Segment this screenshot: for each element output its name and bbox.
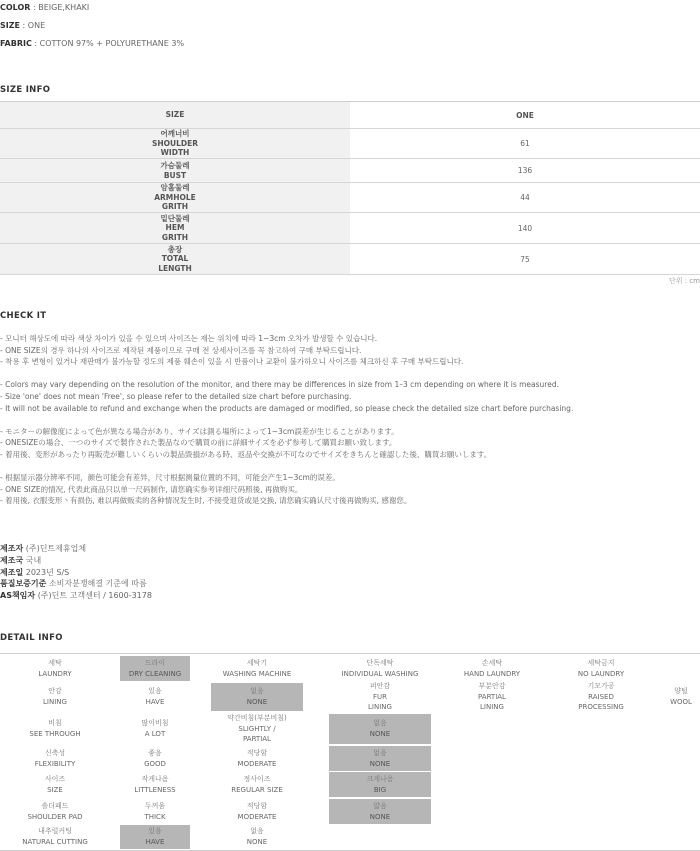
detail-ko: 없음 <box>250 687 264 696</box>
spec-color: COLOR : BEIGE,KHAKI <box>0 3 90 12</box>
note-line: - 着用後、変形があったり再販売が難しいくらいの製品毀損がある時、返品や交換が不可なのでサイズをきちんと確認した後、購買お願いします。 <box>0 449 492 459</box>
detail-en: SHOULDER PAD <box>27 812 83 821</box>
size-row-label <box>0 129 350 158</box>
label-en2: WIDTH <box>160 148 190 158</box>
label-ko: 어깨너비 <box>160 129 190 139</box>
detail-ko: 적당함 <box>246 748 268 757</box>
detail-ko: 세탁기 <box>246 658 268 667</box>
detail-ko: 드라이 <box>144 658 166 667</box>
note-line: - ONE SIZE의 경우 하나의 사이즈로 제작된 제품이므로 구매 전 상세사이즈를 꼭 참고하여 구매 부탁드립니다. <box>0 345 362 355</box>
detail-en: THICK <box>144 812 166 821</box>
detail-ko: 신축성 <box>44 748 66 757</box>
detail-en2: LINING <box>368 703 392 712</box>
size-row-label <box>0 244 350 274</box>
detail-cell <box>211 714 303 744</box>
maker-row <box>0 543 152 555</box>
detail-en: GOOD <box>144 759 166 768</box>
detail-en: FLEXIBILITY <box>34 759 76 768</box>
detail-ko: 내추럴커팅 <box>38 827 72 836</box>
spec-value: BEIGE,KHAKI <box>38 3 90 12</box>
detail-ko: 두꺼움 <box>144 801 166 810</box>
detail-cell <box>211 683 303 711</box>
label-ko: 총장 <box>167 244 183 254</box>
detail-cell <box>329 714 431 744</box>
detail-ko: 있음 <box>148 687 162 696</box>
spec-value: ONE <box>27 21 46 30</box>
detail-en: FUR <box>372 692 387 701</box>
detail-ko: 적당함 <box>246 801 268 810</box>
size-row <box>0 183 700 213</box>
detail-en: HAVE <box>145 838 165 846</box>
detail-en: MODERATE <box>237 759 277 768</box>
spec-size: SIZE : ONE <box>0 21 46 30</box>
detail-cell <box>563 683 639 711</box>
check-it-heading: CHECK IT <box>0 311 47 321</box>
maker-value: 국내 <box>25 555 42 565</box>
size-row-label <box>0 183 350 212</box>
label-ko: 밑단둘레 <box>160 213 190 223</box>
detail-cell <box>120 714 190 744</box>
detail-en: SEE THROUGH <box>29 730 81 738</box>
note-line: - モニターの解像度によって色が異なる場合があり、サイズは測る場所によって1~3cm誤差が生じることがあります。 <box>0 426 399 436</box>
note-line: - ONE SIZE的情况, 代表此商品只以单一尺码制作, 请您确实参考详细尺码照後, 再做购买。 <box>0 484 303 494</box>
note-line: - 착용 후 변형이 있거나 재판매가 불가능할 정도의 제품 훼손이 있을 시 반품이나 교환이 불가하오니 사이즈를 체크하신 후 구매 부탁드립니다. <box>0 357 464 367</box>
detail-en: LINING <box>43 698 67 706</box>
size-row-value: 75 <box>520 254 530 264</box>
detail-cell <box>120 656 190 681</box>
detail-en: LAUNDRY <box>38 669 72 678</box>
size-row-value: 136 <box>517 166 533 175</box>
detail-en: HAND LAUNDRY <box>463 669 521 678</box>
maker-info <box>0 543 152 602</box>
label-ko: 가슴둘레 <box>160 161 190 170</box>
size-row-value: 44 <box>520 193 530 202</box>
label-en: HEM <box>165 223 185 233</box>
maker-row <box>0 578 152 590</box>
maker-value: (주)딘트제휴업체 <box>25 544 87 553</box>
note-line: - It will not be available to refund and exchange when the products are damaged or modified, so please check the detailed size chart before purchasing. <box>0 403 574 413</box>
detail-ko: 세탁 <box>48 658 62 667</box>
detail-cell <box>447 683 537 711</box>
size-table <box>0 101 700 275</box>
label-ko: 암홀둘레 <box>160 183 190 193</box>
detail-ko: 세탁금지 <box>587 658 615 667</box>
size-info-heading: SIZE INFO <box>0 85 51 95</box>
detail-ko: 비침 <box>48 719 62 728</box>
detail-en: LITTLENESS <box>134 785 176 794</box>
size-header-value: ONE <box>516 110 534 120</box>
note-line: - 모니터 해상도에 따라 색상 차이가 있을 수 있으며 사이즈는 재는 위치에 따라 1~3cm 오차가 발생할 수 있습니다. <box>0 334 378 343</box>
detail-cell <box>0 799 110 824</box>
detail-en: RAISED <box>588 692 614 701</box>
detail-ko: 많이비침 <box>141 719 169 728</box>
size-row <box>0 213 700 244</box>
spec-fabric: FABRIC : COTTON 97% + POLYURETHANE 3% <box>0 39 185 48</box>
detail-cell <box>329 772 431 797</box>
detail-en: MODERATE <box>237 812 277 821</box>
detail-en: WASHING MACHINE <box>222 669 292 678</box>
maker-label: 제조일 <box>0 567 24 577</box>
detail-cell <box>211 772 303 797</box>
size-row-label <box>0 213 350 243</box>
detail-cell <box>211 825 303 849</box>
detail-ko: 약간비침(부분비침) <box>227 713 287 722</box>
detail-ko: 퍼안감 <box>369 681 391 690</box>
size-row <box>0 244 700 275</box>
detail-en: HAVE <box>145 698 165 706</box>
detail-cell <box>0 656 110 681</box>
size-row <box>0 159 700 183</box>
note-line: - 着用後, 衣服变形丶有损伤, 难以再做贩卖的各种情况发生时, 不接受退货或是交换, 请您确实确认尺寸後再做购买, 感谢您。 <box>0 496 412 506</box>
detail-en: A LOT <box>144 730 166 738</box>
detail-en: NATURAL CUTTING <box>22 838 88 846</box>
note-line: - ONESIZEの場合、一つのサイズで製作された製品なので購買の前に詳細サイズを必ず参考して購買お願い致します。 <box>0 438 397 448</box>
detail-ko: 사이즈 <box>44 774 66 783</box>
maker-row <box>0 590 152 602</box>
detail-cell <box>0 825 110 849</box>
detail-en2: PARTIAL <box>243 735 271 744</box>
detail-cell <box>329 683 431 711</box>
detail-ko: 얇음 <box>373 801 387 810</box>
detail-en: WOOL <box>670 698 692 706</box>
label-en2: LENGTH <box>158 263 192 273</box>
note-line: - Colors may vary depending on the resolution of the monitor, and there may be differences in size from 1–3 cm depending on where it is measured. <box>0 380 559 390</box>
detail-ko: 양털 <box>674 687 688 696</box>
maker-value: (주)딘트 고객센터 / 1600-3178 <box>37 591 152 601</box>
detail-ko: 단독세탁 <box>366 658 394 667</box>
size-row-value: 140 <box>517 223 533 233</box>
detail-ko: 안감 <box>48 687 62 696</box>
detail-cell <box>120 799 190 824</box>
detail-en2: LINING <box>480 703 504 712</box>
note-line: - Size 'one' does not mean 'Free', so please refer to the detailed size chart before purchasing. <box>0 391 352 401</box>
detail-cell <box>211 799 303 824</box>
detail-ko: 없음 <box>250 827 264 836</box>
detail-en: NONE <box>369 759 391 768</box>
detail-ko: 좋음 <box>148 748 162 757</box>
detail-en: NO LAUNDRY <box>577 669 625 678</box>
maker-row <box>0 555 152 567</box>
detail-ko: 작게나옴 <box>141 774 169 783</box>
detail-ko: 손세탁 <box>481 658 503 667</box>
detail-en: NONE <box>369 730 391 738</box>
detail-cell <box>120 746 190 771</box>
detail-cell <box>447 656 537 681</box>
label-en: TOTAL <box>161 254 189 264</box>
size-header-label: SIZE <box>0 102 350 128</box>
detail-ko: 크게나옴 <box>366 774 394 783</box>
note-line: - 根据显示器分辨率不同，颜色可能会有差异，尺寸根据测量位置的不同，可能会产生1~3cm的误差。 <box>0 473 340 483</box>
detail-grid <box>0 653 700 851</box>
detail-en: NONE <box>369 812 391 821</box>
size-row-label <box>0 159 350 182</box>
detail-info-heading: DETAIL INFO <box>0 633 63 643</box>
check-it-notes <box>0 333 573 507</box>
detail-en: DRY CLEANING <box>128 669 182 678</box>
size-row-value: 61 <box>520 139 530 148</box>
detail-en2: PROCESSING <box>578 703 624 712</box>
maker-label: 품질보증기준 <box>0 579 47 589</box>
detail-cell <box>120 825 190 849</box>
maker-label: 제조자 <box>0 544 24 553</box>
maker-label: 제조국 <box>0 555 24 565</box>
spec-label: COLOR <box>0 3 31 12</box>
size-row <box>0 129 700 159</box>
detail-en: REGULAR SIZE <box>231 785 283 794</box>
spec-label: FABRIC <box>0 39 32 48</box>
label-en: ARMHOLE <box>154 192 196 202</box>
detail-en: NONE <box>246 698 268 706</box>
detail-en: SIZE <box>47 785 63 794</box>
detail-ko: 없음 <box>373 748 387 757</box>
detail-cell <box>329 656 431 681</box>
label-en2: GRITH <box>161 232 189 242</box>
detail-cell <box>329 746 431 771</box>
detail-ko: 부분안감 <box>478 681 506 690</box>
detail-en: SLIGHTLY / <box>238 724 276 733</box>
detail-cell <box>211 656 303 681</box>
detail-ko: 있음 <box>148 827 162 836</box>
detail-cell <box>120 683 190 711</box>
size-unit: 단위 : cm <box>668 277 700 285</box>
detail-cell <box>0 714 110 744</box>
detail-ko: 숄더패드 <box>41 801 69 810</box>
spec-label: SIZE <box>0 21 21 30</box>
size-table-header <box>0 102 700 129</box>
detail-ko: 없음 <box>373 719 387 728</box>
detail-cell <box>120 772 190 797</box>
label-en: SHOULDER <box>151 138 199 148</box>
detail-cell <box>211 746 303 771</box>
detail-en: BIG <box>373 785 387 794</box>
detail-cell <box>665 683 697 711</box>
detail-cell <box>0 746 110 771</box>
label-en2: GRITH <box>161 202 189 212</box>
detail-ko: 정사이즈 <box>243 774 271 783</box>
maker-row <box>0 567 152 579</box>
detail-en: NONE <box>246 838 268 846</box>
detail-en: INDIVIDUAL WASHING <box>341 669 419 678</box>
detail-cell <box>0 772 110 797</box>
label-en: BUST <box>163 170 187 180</box>
detail-cell <box>0 683 110 711</box>
detail-cell <box>563 656 639 681</box>
detail-en: PARTIAL <box>478 692 506 701</box>
detail-ko: 기모가공 <box>587 681 615 690</box>
maker-label: AS책임자 <box>0 591 36 601</box>
detail-cell <box>329 799 431 824</box>
spec-value: COTTON 97% + POLYURETHANE 3% <box>39 39 185 48</box>
maker-value: 소비자분쟁해결 기준에 따름 <box>48 579 147 589</box>
maker-value: 2023년 S/S <box>25 567 70 577</box>
